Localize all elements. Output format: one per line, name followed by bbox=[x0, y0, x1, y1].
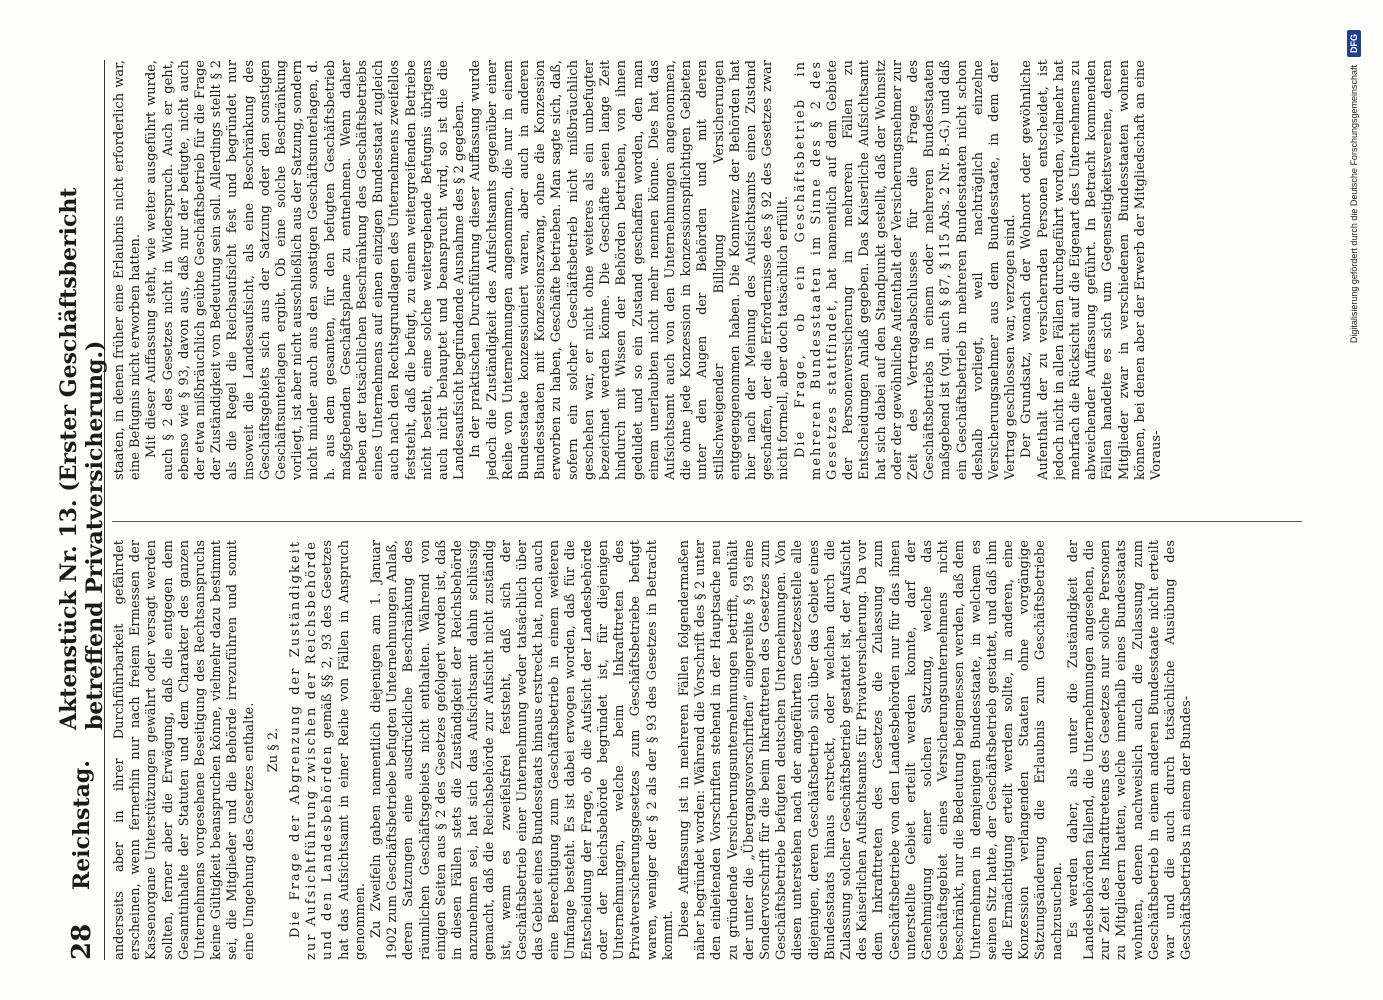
dfg-logo: DFG bbox=[1347, 30, 1361, 57]
right-column bbox=[112, 60, 1302, 480]
paragraph: Der Grundsatz, wonach der Wohnort oder gewöhnliche Aufenthalt der zu versichernden Personen entscheidet, ist jedoch nicht in allen Fällen durchgeführt worden, vielmehr hat mehrfach die Rücksicht auf die Eigenart des Unternehmens zu abweichender Auffassung geführt. In Betracht kommenden Fällen handelte es sich um Gegenseitigkeitsvereine, deren Mitglieder zwar in verschiedenen Bundesstaaten wohnen können, bei denen aber der Erwerb der Mitgliedschaft an eine Voraus- bbox=[1019, 60, 1164, 480]
paragraph-continuation: gemäß §§ 2, 93 des Gesetzes hat das Aufsichtsamt in einer Reihe von Fällen in Anspruch genommen. bbox=[320, 540, 368, 960]
page-header bbox=[56, 60, 108, 960]
spaced-text: Die Frage, ob ein Geschäftsbetrieb in mehreren Bundesstaaten im Sinne des § 2 des Gesetzes stattfindet, bbox=[792, 60, 840, 480]
paragraph-continuation: hat namentlich auf dem Gebiete der Personenversicherung in mehreren Fällen zu Entscheidungen Anlaß gegeben. Das Kaiserliche Aufsichtsamt hat sich dabei auf den Standpunkt gestellt, daß der Wohnsitz oder der gewöhnliche Aufenthalt der Versicherungsnehmer zur Zeit des Vertragsabschlusses für die Frage des Geschäftsbetriebs in einem oder mehreren Bundesstaaten maßgebend ist (vgl. auch § 87, § 115 Abs. 2 Nr. B.-G.) und daß ein Geschäftsbetrieb in mehreren Bundesstaaten nicht schon deshalb vorliegt, weil nachträglich einzelne Versicherungsnehmer aus dem Bundesstaate, in dem der Vertrag geschlossen war, verzogen sind. bbox=[824, 60, 1019, 480]
paragraph: Diese Auffassung ist in mehreren Fällen folgendermaßen näher begründet worden: Während die Vorschrift des § 2 unter den einleitenden Vorschriften stehend in der Hauptsache neu zu gründende Versicherungsunternehmungen betrifft, enthält der unter die „Übergangsvorschriften“ eingereihte § 93 eine Sondervorschrift für die beim Inkrafttreten des Gesetzes zum Geschäftsbetriebe befugten deutschen Unternehmungen. Von diesen unterstehen nach der angeführten Gesetzesstelle alle diejenigen, deren Geschäftsbetrieb sich über das Gebiet eines Bundesstaats hinaus erstreckt, oder welchen durch die Zulassung solcher Geschäftsbetrieb gestattet ist, der Aufsicht des Kaiserlichen Aufsichtsamts für Privatversicherung. Da vor dem Inkrafttreten des Gesetzes die Zulassung zum Geschäftsbetriebe von den Landesbehörden nur für das ihnen unterstellte Gebiet erteilt werden konnte, darf der Genehmigung einer solchen Satzung, welche das Geschäftsgebiet eines Versicherungsunternehmens nicht beschränkt, nur die Bedeutung beigemessen werden, daß dem Unternehmen in demjenigen Bundesstaate, in welchem es seinen Sitz hatte, der Geschäftsbetrieb gestattet, und daß ihm die Ermächtigung erteilt werden sollte, in anderen, eine Konzession verlangenden Staaten ohne vorgängige Satzungsänderung die Erlaubnis zum Geschäftsbetriebe nachzusuchen. bbox=[676, 540, 1065, 960]
header-left-title: Reichstag. bbox=[69, 760, 95, 890]
paragraph bbox=[288, 540, 369, 960]
paragraph: staaten, in denen früher eine Erlaubnis nicht erforderlich war, eine Befugnis nicht erworben hatten. bbox=[112, 60, 144, 480]
left-column bbox=[112, 540, 1302, 960]
paragraph: Mit dieser Auffassung steht, wie weiter ausgeführt wurde, auch § 2 des Gesetzes nicht in Widerspruch. Auch er geht, ebenso wie § 93, davon aus, daß nur der befugte, nicht auch der etwa mißbräuchlich geübte Geschäftsbetrieb für die Frage der Zuständigkeit von Bedeutung sein soll. Allerdings stellt § 2 als die Regel die Reichsaufsicht fest und begründet nur insoweit die Landesaufsicht, als eine Beschränkung des Geschäftsgebiets sich aus der Satzung oder den sonstigen Geschäftsunterlagen ergibt. Ob eine solche Beschränkung vorliegt, ist aber nicht ausschließlich aus der Satzung, sondern nicht minder auch aus den sonstigen Geschäftsunterlagen, d. h. aus dem gesamten, für den befugten Geschäftsbetrieb maßgebenden Geschäftsplane zu entnehmen. Wenn daher neben der tatsächlichen Beschränkung des Geschäftsbetriebs eines Unternehmens auf einen einzigen Bundesstaat zugleich auch nach den Rechtsgrundlagen des Unternehmens zweifellos feststeht, daß die befugt, zu einem weitergreifenden Betriebe nicht besteht, eine solche weitergehende Befugnis übrigens auch nicht behauptet und beansprucht wird, so ist die die Landesaufsicht begründende Ausnahme des § 2 gegeben. bbox=[144, 60, 468, 480]
header-center-title: Aktenstück Nr. 13. (Erster Geschäftsbericht betreffend Privatversicherung.) bbox=[56, 187, 108, 730]
paragraph: anderseits aber in ihrer Durchführbarkeit gefährdet erscheinen, wenn fernerhin nur nach freiem Ermessen der Kassenorgane Unterstützungen gewährt oder versagt werden sollten, ferner aber die Erwägung, daß die entgegen dem Gesamtinhalte der Statuten und dem Charakter des ganzen Unternehmens vorgesehene Beseitigung des Rechtsanspruchs keine Gültigkeit beanspruchen könne, vielmehr dazu bestimmt sei, die Mitglieder und die Behörde irrezuführen und somit eine Umgehung des Gesetzes enthalte. bbox=[112, 540, 257, 960]
credit-text: Digitalisierung gefördert durch die Deutsche Forschungsgemeinschaft bbox=[1349, 65, 1359, 344]
page-number: 28 bbox=[67, 923, 97, 960]
paragraph: Es werden daher, als unter die Zuständigkeit der Landesbehörden fallend, die Unternehmungen angesehen, die zur Zeit des Inkrafttretens des Gesetzes nur solche Personen zu Mitgliedern hatten, welche innerhalb eines Bundesstaats wohnten, denen nachweislich auch die Zulassung zum Geschäftsbetrieb in einem anderen Bundesstaate nicht erteilt war und die auch durch tatsächliche Ausübung des Geschäftsbetriebs in einem der Bundes- bbox=[1065, 540, 1195, 960]
paragraph: Zu Zweifeln gaben namentlich diejenigen am 1. Januar 1902 zum Geschäftsbetriebe befugten Unternehmungen Anlaß, deren Satzungen eine ausdrückliche Beschränkung des räumlichen Geschäftsgebiets nicht enthalten. Während von einigen Seiten aus § 2 des Gesetzes gefolgert worden ist, daß in diesen Fällen stets die Zuständigkeit der Reichsbehörde anzunehmen sei, hat sich das Aufsichtsamt dahin schlüssig gemacht, daß die Reichsbehörde zur Aufsicht nicht zuständig ist, wenn es zweifelsfrei feststeht, daß sich der Geschäftsbetrieb einer Unternehmung weder tatsächlich über das Gebiet eines Bundesstaats hinaus erstreckt hat, noch auch eine Berechtigung zum Geschäftsbetrieb in einem weiteren Umfange besteht. Es ist dabei erwogen worden, daß für die Entscheidung der Frage, ob die Aufsicht der Landesbehörde oder der Reichsbehörde begründet ist, für diejenigen Unternehmungen, welche beim Inkrafttreten des Privatversicherungsgesetzes zum Geschäftsbetriebe befugt waren, weniger der § 2 als der § 93 des Gesetzes in Betracht kommt. bbox=[369, 540, 676, 960]
digitization-credit bbox=[1340, 30, 1368, 970]
section-heading: Zu § 2. bbox=[265, 727, 281, 773]
column-divider bbox=[112, 521, 1302, 522]
paragraph bbox=[793, 60, 1020, 480]
spaced-text: Die Frage der Abgrenzung der Zuständigkeit zur Aufsichtführung zwischen der Reichsbehörde und den Landesbehörden bbox=[288, 540, 336, 960]
paragraph: In der praktischen Durchführung dieser Auffassung wurde jedoch die Zuständigkeit des Aufsichtsamts gegenüber einer Reihe von Unternehmungen angenommen, die nur in einem Bundesstaate konzessioniert waren, aber auch in anderen Bundesstaaten mit Konzessionszwang, ohne die Konzession erworben zu haben, Geschäfte betrieben. Man sagte sich, daß, sofern ein solcher Geschäftsbetrieb nicht mißbräuchlich geschehen war, er nicht ohne weiteres als ein unbefugter bezeichnet werden könne. Die Geschäfte seien lange Zeit hindurch mit Wissen der Behörden betrieben, von ihnen geduldet und so ein Zustand geschaffen worden, den man einem unerlaubten nicht mehr nennen könne. Dies hat das Aufsichtsamt auch von den Unternehmungen angenommen, die ohne jede Konzession in konzessionspflichtigen Gebieten unter den Augen der Behörden und mit deren stillschweigender Billigung Versicherungen entgegengenommen haben. Die Konnivenz der Behörden hat hier nach der Meinung des Aufsichtsamts einen Zustand geschaffen, der die Erfordernisse des § 92 des Gesetzes zwar nicht formell, aber doch tatsächlich erfüllt. bbox=[468, 60, 792, 480]
